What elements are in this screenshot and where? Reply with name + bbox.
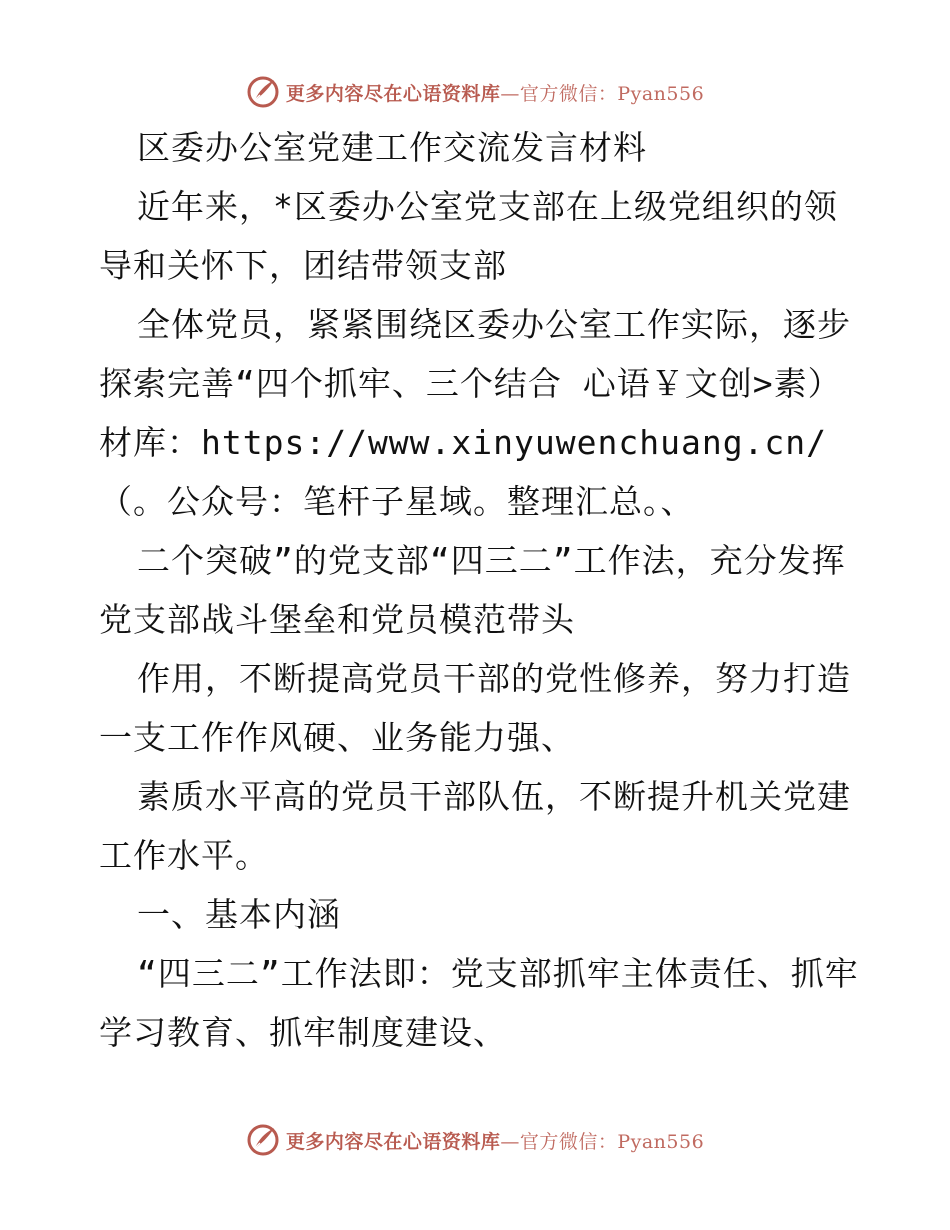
paragraph: 素质水平高的党员干部队伍，不断提升机关党建工作水平。: [99, 777, 851, 875]
paragraph: 全体党员，紧紧围绕区委办公室工作实际，逐步探索完善“四个抓牢、三个结合 心语￥文创>素）材库：https://www.xinyuwenchuang.cn/（。公众号：笔杆子星域。整理汇总。、: [99, 305, 851, 521]
section-heading: 一、基本内涵: [137, 895, 341, 934]
quill-logo-icon: [246, 1123, 280, 1157]
paragraph: 作用，不断提高党员干部的党性修养，努力打造一支工作作风硬、业务能力强、: [99, 659, 851, 757]
footer-watermark-banner: [0, 1120, 950, 1160]
document-title: 区委办公室党建工作交流发言材料: [137, 128, 647, 167]
quill-logo-icon: [246, 75, 280, 109]
header-watermark-banner: [0, 72, 950, 112]
document-body: [99, 118, 859, 1062]
paragraph: 二个突破”的党支部“四三二”工作法，充分发挥党支部战斗堡垒和党员模范带头: [99, 541, 846, 639]
paragraph: 近年来，*区委办公室党支部在上级党组织的领导和关怀下，团结带领支部: [99, 187, 838, 285]
watermark-text: 更多内容尽在心语资料库—官方微信：Pyan556: [285, 1130, 705, 1153]
watermark-text: 更多内容尽在心语资料库—官方微信：Pyan556: [285, 82, 705, 105]
paragraph: “四三二”工作法即：党支部抓牢主体责任、抓牢学习教育、抓牢制度建设、: [99, 954, 859, 1052]
